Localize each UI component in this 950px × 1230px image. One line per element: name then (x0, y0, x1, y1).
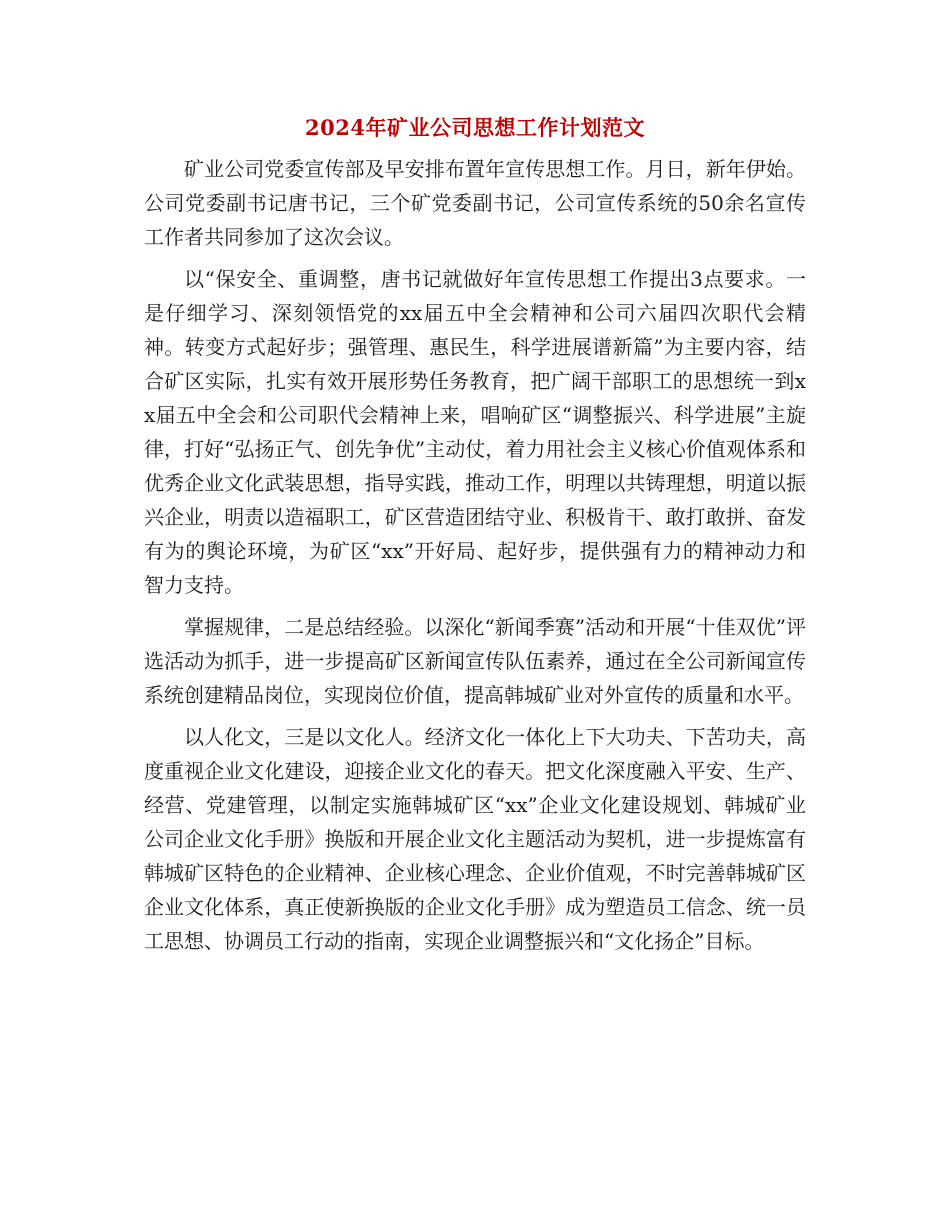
document-page (144, 108, 806, 966)
paragraph-1: 矿业公司党委宣传部及早安排布置年宣传思想工作。月日，新年伊始。公司党委副书记唐书记，三个矿党委副书记，公司宣传系统的50余名宣传工作者共同参加了这次会议。 (144, 157, 806, 249)
paragraph-4: 以人化文，三是以文化人。经济文化一体化上下大功夫、下苦功夫，高度重视企业文化建设，迎接企业文化的春天。把文化深度融入平安、生产、经营、党建管理，以制定实施韩城矿区“xx”企业文化建设规划、韩城矿业公司企业文化手册》换版和开展企业文化主题活动为契机，进一步提炼富有韩城矿区特色的企业精神、企业核心理念、企业价值观，不时完善韩城矿区企业文化体系，真正使新换版的企业文化手册》成为塑造员工信念、统一员工思想、协调员工行动的指南，实现企业调整振兴和“文化扬企”目标。 (144, 725, 806, 953)
paragraph-2: 以“保安全、重调整，唐书记就做好年宣传思想工作提出3点要求。一是仔细学习、深刻领悟党的xx届五中全会精神和公司六届四次职代会精神。转变方式起好步；强管理、惠民生，科学进展谱新篇”为主要内容，结合矿区实际，扎实有效开展形势任务教育，把广阔干部职工的思想统一到xx届五中全会和公司职代会精神上来，唱响矿区“调整振兴、科学进展”主旋律，打好“弘扬正气、创先争优”主动仗，着力用社会主义核心价值观体系和优秀企业文化武装思想，指导实践，推动工作，明理以共铸理想，明道以振兴企业，明责以造福职工，矿区营造团结守业、积极肯干、敢打敢拼、奋发有为的舆论环境，为矿区“xx”开好局、起好步，提供强有力的精神动力和智力支持。 (144, 267, 806, 597)
document-title: 2024年矿业公司思想工作计划范文 (305, 115, 645, 140)
paragraph-3: 掌握规律，二是总结经验。以深化“新闻季赛”活动和开展“十佳双优”评选活动为抓手，进一步提高矿区新闻宣传队伍素养，通过在全公司新闻宣传系统创建精品岗位，实现岗位价值，提高韩城矿业对外宣传的质量和水平。 (144, 615, 806, 707)
